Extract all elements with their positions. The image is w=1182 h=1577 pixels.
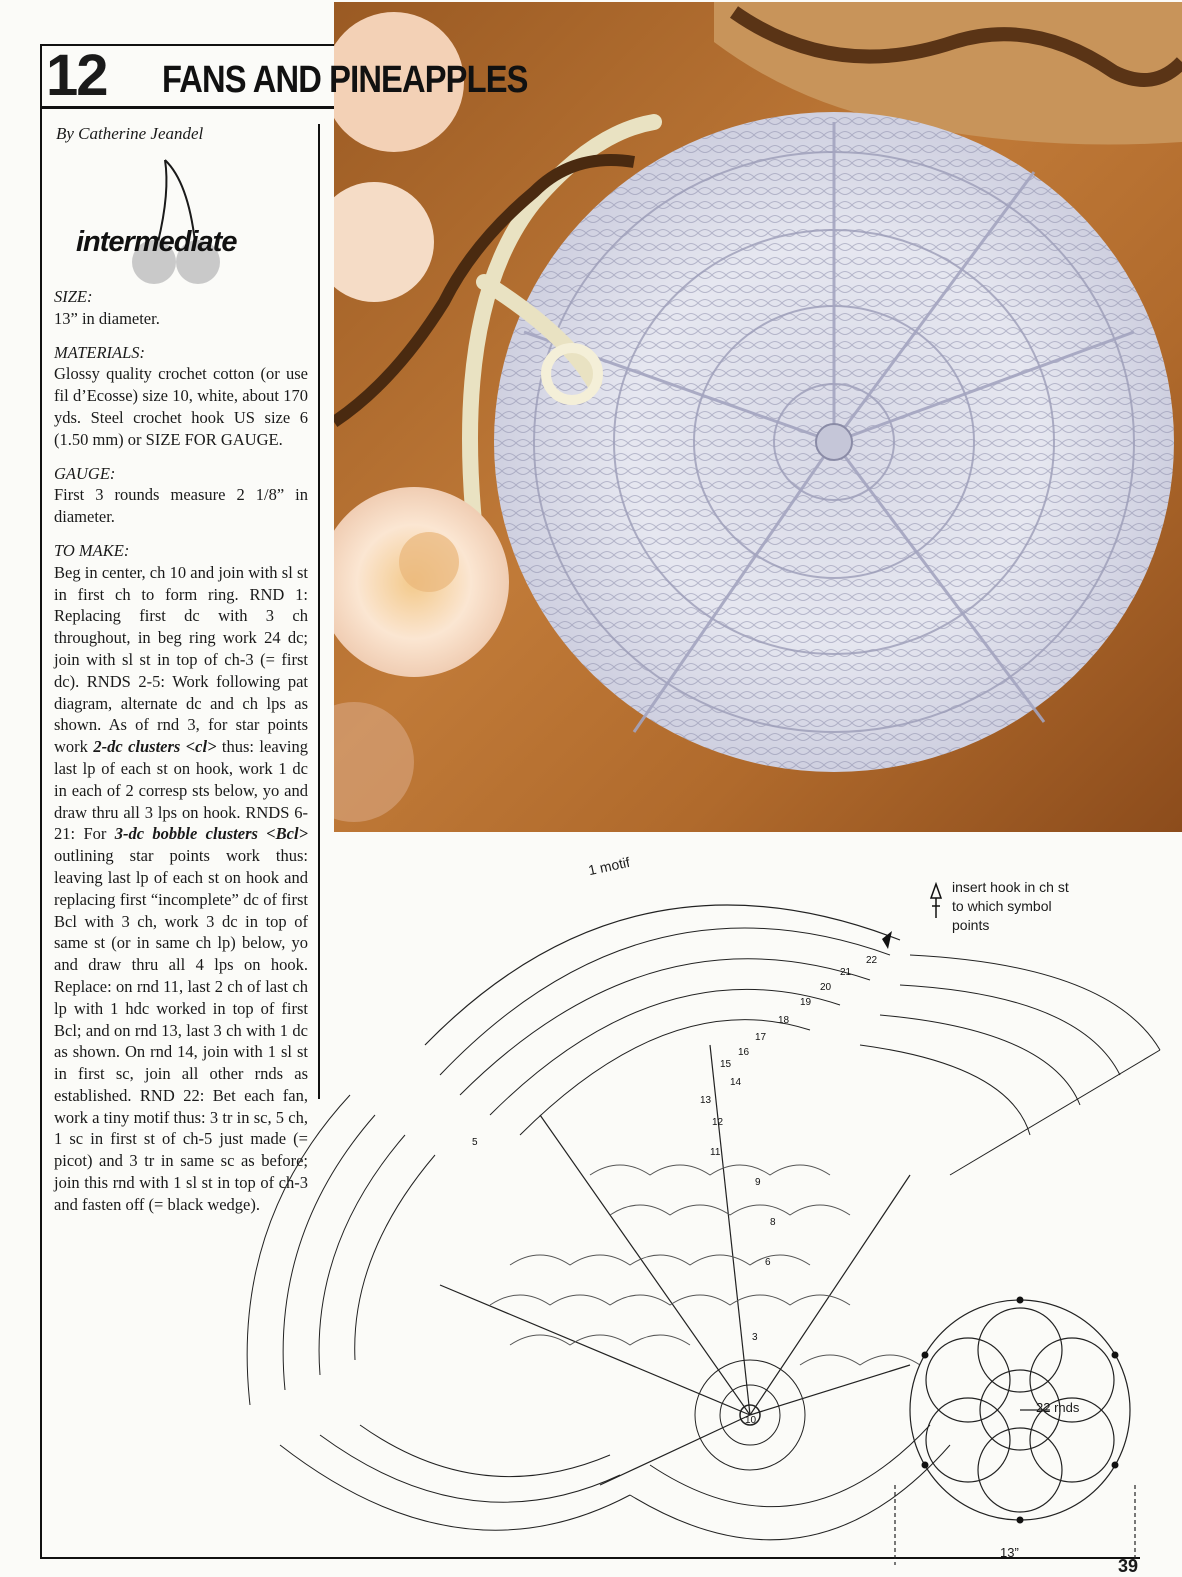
fan-right — [860, 955, 1160, 1175]
to-make-heading: TO MAKE: — [54, 540, 130, 560]
round-number: 21 — [840, 967, 852, 978]
materials-body: Glossy quality crochet cotton (or use fil d’Ecosse) size 10, white, about 170 yds. Steel crochet hook US size 6 (1.50 mm) or SIZE FOR GAUGE. — [54, 364, 308, 449]
fan-top — [440, 928, 890, 1135]
byline: By Catherine Jeandel — [56, 124, 204, 143]
round-number: 15 — [720, 1059, 732, 1070]
bobble-term: 3-dc bobble clusters <Bcl> — [114, 824, 308, 844]
crochet-chart — [210, 845, 1180, 1565]
round-number: 20 — [820, 982, 832, 993]
flower-bouquet — [334, 12, 509, 822]
size-body: 13” in diameter. — [54, 308, 160, 328]
round-number: 8 — [770, 1217, 776, 1228]
round-number: 10 — [745, 1415, 757, 1426]
round-number: 22 — [866, 955, 878, 966]
round-number: 5 — [472, 1137, 478, 1148]
diameter-label: 13” — [1000, 1545, 1019, 1560]
doily — [494, 112, 1174, 772]
size-heading: SIZE: — [54, 287, 93, 306]
to-make-text-3: outlining star points work thus: leaving last lp of each st on hook and replacing first “incomplete” dc of first Bcl with 3 ch, work 3 dc in top of same st (or in same ch lp) below, yo and draw thru all 4 lps on hook. Replace: on rnd 11, last 2 ch of last ch lp with 1 hdc worked in top of first Bcl; and on rnd 13, last 3 ch with 1 dc as shown. On rnd 14, join with 1 sl st in first sc, join all other rnds as established. RND 22: Bet each fan, work a tiny motif thus: 3 tr in sc, 5 ch, 1 sc in first st of ch-5 just made (= picot) and 3 tr in same sc as before; join this rnd with 1 sl st in top of ch-3 and fasten off (= black wedge). — [54, 846, 308, 1214]
to-make-text-2: thus: leaving last lp of each st on hook, work 1 dc in each of 2 corresp sts below, yo and draw thru all 3 lps on hook. RNDS 6-21: For — [54, 737, 308, 844]
fan-left — [247, 1095, 435, 1405]
round-number: 18 — [778, 1015, 790, 1026]
page-number: 39 — [1118, 1556, 1139, 1576]
gauge-body: First 3 rounds measure 2 1/8” in diameter. — [54, 485, 308, 527]
round-number: 6 — [765, 1257, 771, 1268]
page-frame-left — [40, 44, 42, 1559]
doily-photo — [334, 2, 1182, 832]
chain-loop-mesh — [490, 1165, 920, 1365]
cluster-term: 2-dc clusters <cl> — [93, 737, 217, 757]
round-number: 14 — [730, 1077, 742, 1088]
rounds-label: 22 rnds — [1036, 1400, 1080, 1415]
skill-level-label: intermediate — [76, 226, 237, 258]
symbol-note: insert hook in ch st to which symbol points — [952, 879, 1069, 933]
round-number: 9 — [755, 1177, 761, 1188]
doily-schematic — [895, 1300, 1135, 1565]
insert-hook-symbol-icon — [928, 882, 944, 920]
pattern-title: FANS AND PINEAPPLES — [162, 59, 528, 101]
round-number: 3 — [752, 1332, 758, 1343]
motif-label: 1 motif — [586, 853, 632, 879]
round-number: 12 — [712, 1117, 724, 1128]
cherry-skill-icon — [70, 152, 300, 292]
round-number: 11 — [710, 1147, 721, 1158]
round-number: 17 — [755, 1032, 767, 1043]
round-number: 19 — [800, 997, 812, 1008]
round-number: 16 — [738, 1047, 750, 1058]
materials-heading: MATERIALS: — [54, 342, 146, 362]
to-make-text-1: Beg in center, ch 10 and join with sl st in first ch to form ring. RND 1: Replacing first dc with 3 ch throughout, in beg ring work 24 dc; join with sl st in top of ch-3 (= first dc). RNDS 2-5: Work following pat diagram, alternate dc and ch lps as shown. As of rnd 3, for star points work — [54, 562, 308, 757]
pattern-number: 12 — [46, 43, 107, 108]
round-number: 13 — [700, 1095, 712, 1106]
gauge-heading: GAUGE: — [54, 463, 116, 483]
fan-bottom — [280, 1425, 950, 1540]
